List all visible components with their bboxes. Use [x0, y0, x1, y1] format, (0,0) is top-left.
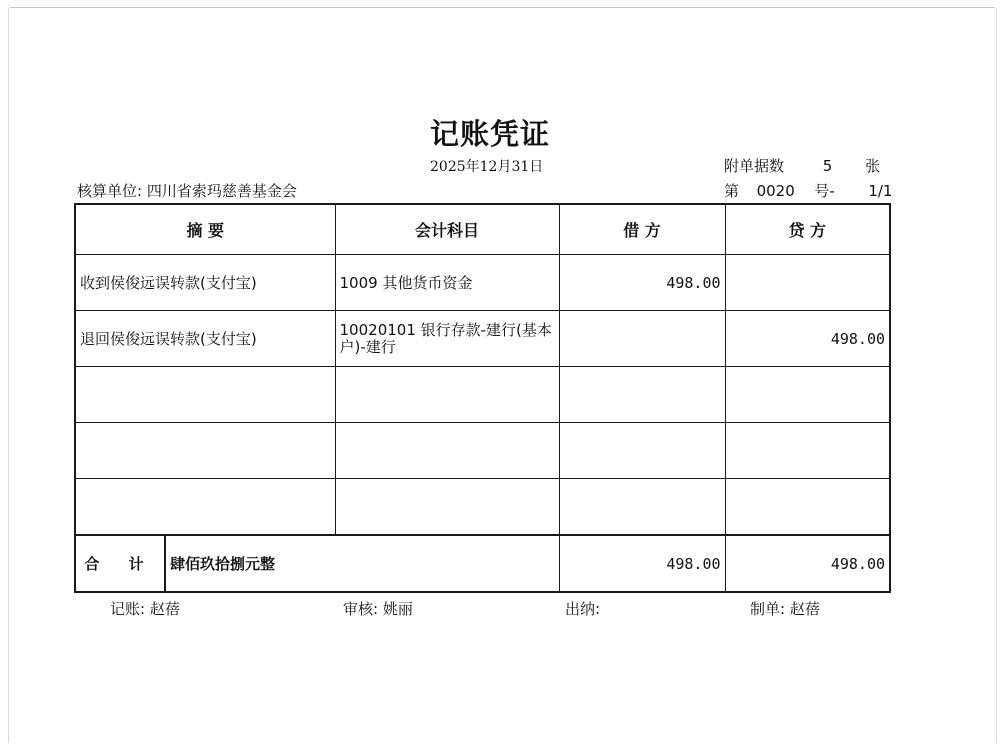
header-account: 会计科目	[335, 204, 559, 255]
bookkeeper-signature	[110, 598, 180, 619]
attachments-count: 5	[822, 157, 833, 175]
row-summary: 退回侯俊远误转款(支付宝)	[75, 311, 335, 367]
attachments-info	[724, 155, 880, 176]
number-suffix: 号-	[814, 182, 835, 200]
row-account: 10020101 银行存款-建行(基本户)-建行	[335, 311, 559, 367]
reviewer-label: 审核:	[343, 600, 379, 618]
total-row	[75, 535, 890, 592]
attachments-unit: 张	[865, 157, 881, 175]
preparer-label: 制单:	[750, 600, 786, 618]
row-credit	[725, 367, 890, 423]
table-row	[75, 423, 890, 479]
reviewer-name: 姚丽	[382, 600, 413, 618]
table-row	[75, 479, 890, 536]
scan-edge-top	[10, 7, 995, 8]
row-account	[335, 367, 559, 423]
total-label: 合 计	[75, 535, 165, 592]
bookkeeper-label: 记账:	[110, 600, 146, 618]
total-debit: 498.00	[559, 535, 725, 592]
row-summary	[75, 479, 335, 536]
row-account: 1009 其他货币资金	[335, 255, 559, 311]
cashier-label: 出纳:	[565, 600, 601, 618]
scan-edge-right	[996, 8, 997, 743]
number-prefix: 第	[724, 182, 740, 200]
header-debit: 借 方	[559, 204, 725, 255]
voucher-date: 2025年12月31日	[430, 159, 544, 175]
row-credit	[725, 479, 890, 536]
header-summary: 摘 要	[75, 204, 335, 255]
page-indicator: 1/1	[868, 182, 893, 200]
row-credit	[725, 255, 890, 311]
row-credit: 498.00	[725, 311, 890, 367]
total-amount-words: 肆佰玖拾捌元整	[165, 535, 559, 592]
total-credit: 498.00	[725, 535, 890, 592]
row-account	[335, 423, 559, 479]
row-debit	[559, 479, 725, 536]
row-summary: 收到侯俊远误转款(支付宝)	[75, 255, 335, 311]
attachments-label: 附单据数	[724, 157, 785, 175]
voucher-table	[74, 203, 891, 593]
header-credit: 贷 方	[725, 204, 890, 255]
row-summary	[75, 423, 335, 479]
row-debit	[559, 367, 725, 423]
preparer-name: 赵蓓	[789, 600, 820, 618]
row-debit: 498.00	[559, 255, 725, 311]
unit-name: 四川省索玛慈善基金会	[146, 182, 297, 200]
table-row	[75, 255, 890, 311]
voucher-number-line	[724, 180, 894, 201]
preparer-signature	[750, 598, 820, 619]
row-summary	[75, 367, 335, 423]
row-debit	[559, 423, 725, 479]
voucher-number: 0020	[756, 182, 795, 200]
unit-label: 核算单位:	[77, 182, 143, 200]
accounting-unit	[77, 180, 297, 201]
cashier-signature	[565, 598, 600, 619]
row-account	[335, 479, 559, 536]
bookkeeper-name: 赵蓓	[149, 600, 180, 618]
reviewer-signature	[343, 598, 413, 619]
voucher-title: 记账凭证	[429, 117, 550, 151]
table-row	[75, 311, 890, 367]
table-row	[75, 367, 890, 423]
row-credit	[725, 423, 890, 479]
row-debit	[559, 311, 725, 367]
table-header-row	[75, 204, 890, 255]
